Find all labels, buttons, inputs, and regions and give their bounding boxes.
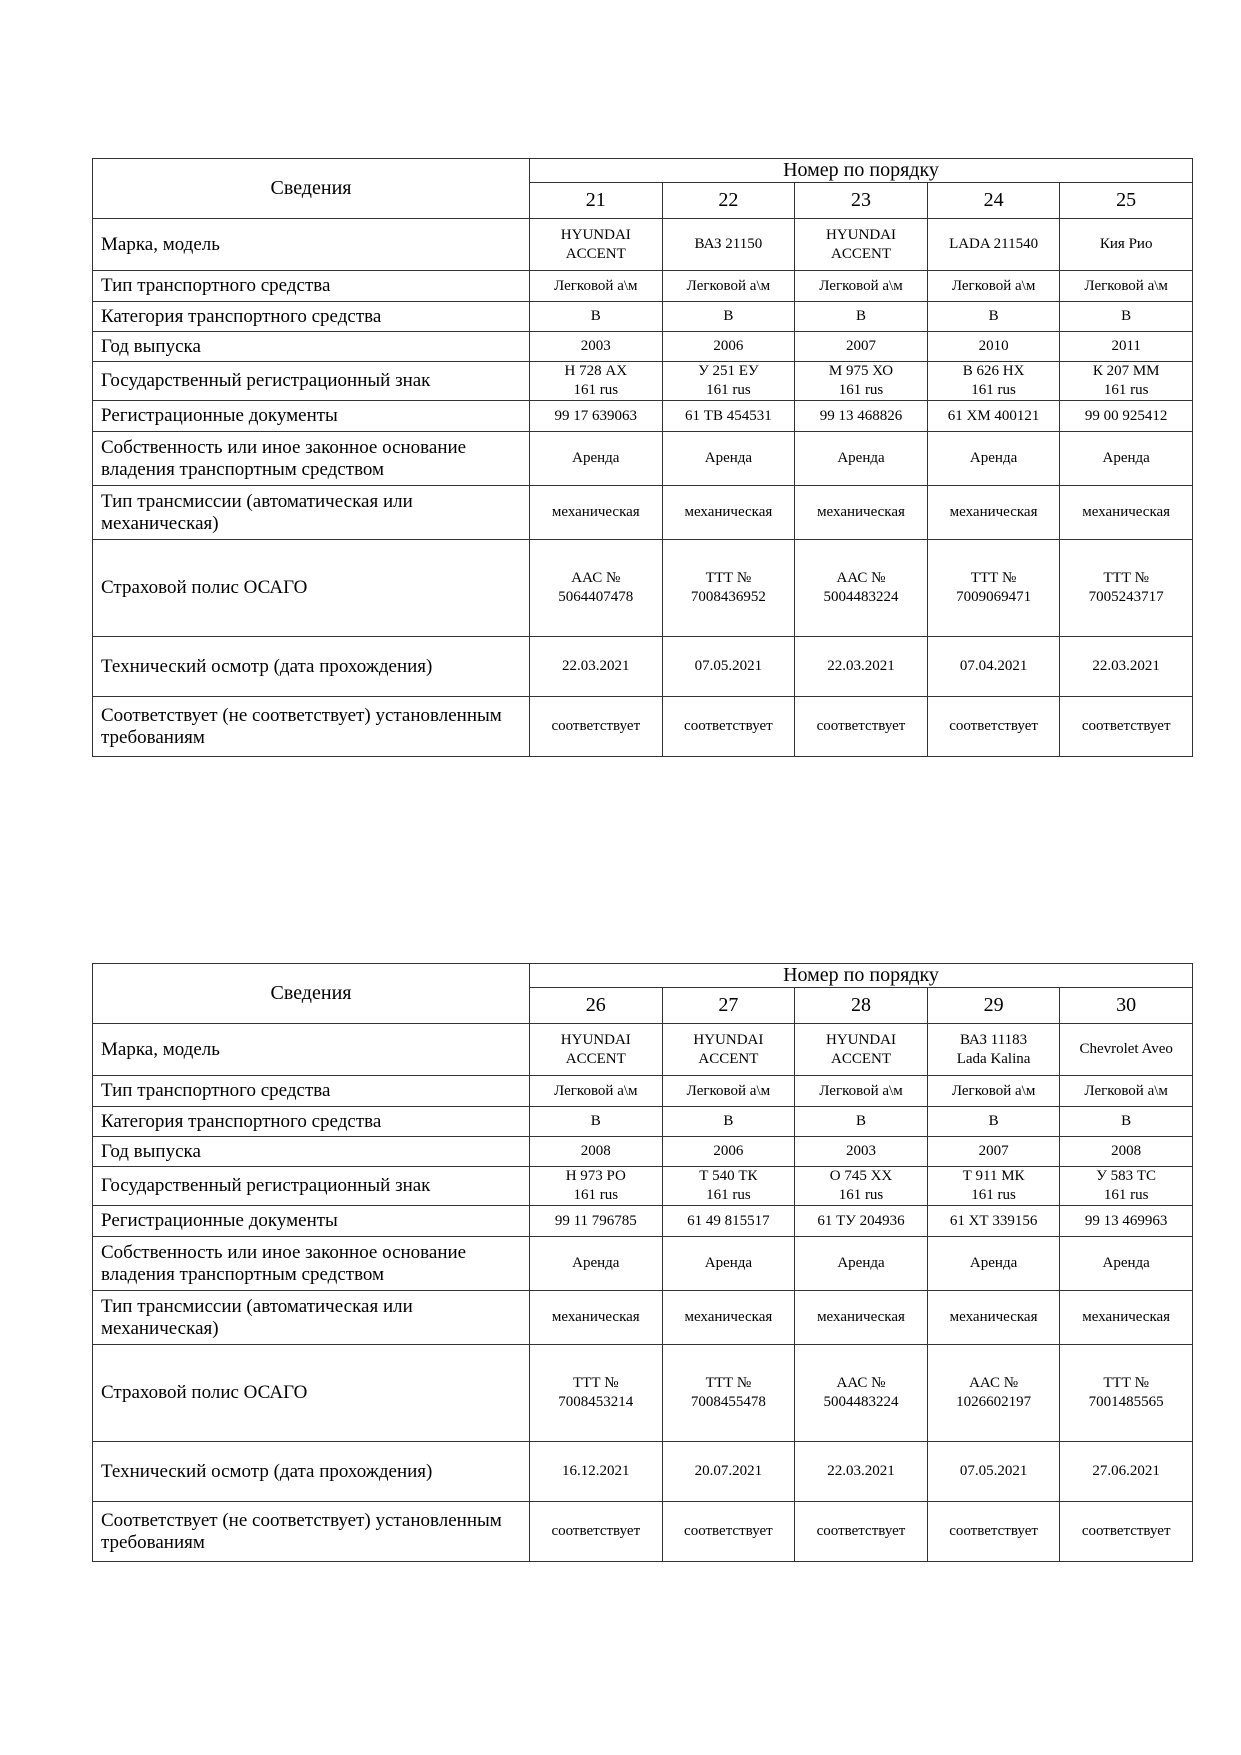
table-row	[93, 332, 1193, 362]
table-cell: HYUNDAI ACCENT	[530, 219, 663, 271]
row-label: Тип трансмиссии (автоматическая или механическая)	[93, 486, 530, 540]
vehicle-table-2	[92, 963, 1193, 1562]
table-cell: 99 17 639063	[530, 401, 663, 432]
table-cell: 2007	[927, 1137, 1060, 1167]
table-cell: В	[530, 1107, 663, 1137]
table-row	[93, 1024, 1193, 1076]
row-label: Технический осмотр (дата прохождения)	[93, 1442, 530, 1502]
table-cell: 22.03.2021	[795, 1442, 928, 1502]
table-cell: 99 11 796785	[530, 1206, 663, 1237]
table-cell: Аренда	[1060, 1237, 1193, 1291]
table-cell: соответствует	[530, 1502, 663, 1562]
row-label: Государственный регистрационный знак	[93, 362, 530, 401]
table-cell: Аренда	[530, 432, 663, 486]
row-label: Тип транспортного средства	[93, 1076, 530, 1107]
table-cell: соответствует	[795, 697, 928, 757]
table-cell: ТТТ № 7008453214	[530, 1345, 663, 1442]
table-cell: HYUNDAI ACCENT	[662, 1024, 795, 1076]
table-cell: 27.06.2021	[1060, 1442, 1193, 1502]
table-cell: Легковой а\м	[795, 271, 928, 302]
table-cell: Т 540 ТК 161 rus	[662, 1167, 795, 1206]
table-cell: Легковой а\м	[1060, 271, 1193, 302]
table-cell: ААС № 5004483224	[795, 1345, 928, 1442]
row-label: Тип трансмиссии (автоматическая или механическая)	[93, 1291, 530, 1345]
table-cell: 2007	[795, 332, 928, 362]
table-cell: 61 ТУ 204936	[795, 1206, 928, 1237]
table-cell: HYUNDAI ACCENT	[795, 219, 928, 271]
vehicle-number: 23	[795, 183, 928, 219]
table-row	[93, 1167, 1193, 1206]
table-cell: ААС № 5064407478	[530, 540, 663, 637]
table-cell: В 626 НХ 161 rus	[927, 362, 1060, 401]
row-label: Государственный регистрационный знак	[93, 1167, 530, 1206]
row-label: Категория транспортного средства	[93, 1107, 530, 1137]
row-label: Страховой полис ОСАГО	[93, 540, 530, 637]
table-cell: 22.03.2021	[1060, 637, 1193, 697]
table-cell: механическая	[530, 1291, 663, 1345]
table-row	[93, 1076, 1193, 1107]
row-label: Страховой полис ОСАГО	[93, 1345, 530, 1442]
table-cell: механическая	[795, 1291, 928, 1345]
row-label: Соответствует (не соответствует) установленным требованиям	[93, 697, 530, 757]
table-cell: В	[795, 302, 928, 332]
vehicle-number: 24	[927, 183, 1060, 219]
header-order-number-label: Номер по порядку	[530, 964, 1193, 988]
row-label: Технический осмотр (дата прохождения)	[93, 637, 530, 697]
table-cell: 61 ХТ 339156	[927, 1206, 1060, 1237]
table-cell: Аренда	[927, 432, 1060, 486]
vehicle-number: 25	[1060, 183, 1193, 219]
table-cell: Легковой а\м	[927, 271, 1060, 302]
table-cell: соответствует	[795, 1502, 928, 1562]
row-label: Марка, модель	[93, 219, 530, 271]
table-cell: 22.03.2021	[530, 637, 663, 697]
row-label: Марка, модель	[93, 1024, 530, 1076]
table-cell: 61 49 815517	[662, 1206, 795, 1237]
table-row	[93, 697, 1193, 757]
table-cell: Аренда	[927, 1237, 1060, 1291]
table-cell: соответствует	[1060, 1502, 1193, 1562]
table-cell: В	[530, 302, 663, 332]
table-row	[93, 432, 1193, 486]
table-cell: Легковой а\м	[662, 271, 795, 302]
vehicle-number: 27	[662, 988, 795, 1024]
vehicle-number: 22	[662, 183, 795, 219]
table-cell: Аренда	[662, 432, 795, 486]
table-cell: Аренда	[530, 1237, 663, 1291]
table-cell: ААС № 5004483224	[795, 540, 928, 637]
table-cell: Легковой а\м	[927, 1076, 1060, 1107]
table-cell: Легковой а\м	[795, 1076, 928, 1107]
table-row	[93, 401, 1193, 432]
table-cell: механическая	[927, 1291, 1060, 1345]
table-cell: В	[927, 302, 1060, 332]
table-cell: 2011	[1060, 332, 1193, 362]
table-cell: ВАЗ 11183 Lada Kalina	[927, 1024, 1060, 1076]
table-cell: соответствует	[1060, 697, 1193, 757]
table-cell: 22.03.2021	[795, 637, 928, 697]
table-cell: 2010	[927, 332, 1060, 362]
table-cell: Легковой а\м	[530, 1076, 663, 1107]
table-cell: Аренда	[795, 432, 928, 486]
table-row	[93, 1206, 1193, 1237]
vehicle-table-1	[92, 158, 1193, 757]
table-cell: Аренда	[1060, 432, 1193, 486]
table-cell: Аренда	[795, 1237, 928, 1291]
table-cell: ТТТ № 7008455478	[662, 1345, 795, 1442]
table-cell: В	[662, 1107, 795, 1137]
header-info-label: Сведения	[93, 964, 530, 1024]
table-cell: В	[1060, 302, 1193, 332]
row-label: Год выпуска	[93, 1137, 530, 1167]
table-row	[93, 219, 1193, 271]
table-cell: механическая	[662, 486, 795, 540]
table-cell: 20.07.2021	[662, 1442, 795, 1502]
vehicle-number: 30	[1060, 988, 1193, 1024]
table-cell: HYUNDAI ACCENT	[795, 1024, 928, 1076]
vehicle-number: 21	[530, 183, 663, 219]
row-label: Регистрационные документы	[93, 1206, 530, 1237]
table-cell: 99 13 469963	[1060, 1206, 1193, 1237]
table-cell: О 745 ХХ 161 rus	[795, 1167, 928, 1206]
table-row	[93, 362, 1193, 401]
table-cell: В	[927, 1107, 1060, 1137]
vehicle-number: 26	[530, 988, 663, 1024]
table-cell: HYUNDAI ACCENT	[530, 1024, 663, 1076]
row-label: Год выпуска	[93, 332, 530, 362]
table-cell: У 583 ТС 161 rus	[1060, 1167, 1193, 1206]
table-cell: Т 911 МК 161 rus	[927, 1167, 1060, 1206]
table-cell: К 207 ММ 161 rus	[1060, 362, 1193, 401]
table-cell: соответствует	[662, 697, 795, 757]
table-cell: ТТТ № 7005243717	[1060, 540, 1193, 637]
table-cell: ААС № 1026602197	[927, 1345, 1060, 1442]
table-row	[93, 271, 1193, 302]
table-cell: 2006	[662, 1137, 795, 1167]
table-cell: соответствует	[530, 697, 663, 757]
table-cell: В	[1060, 1107, 1193, 1137]
table-cell: 2006	[662, 332, 795, 362]
table-cell: Н 973 РО 161 rus	[530, 1167, 663, 1206]
table-cell: механическая	[1060, 1291, 1193, 1345]
table-cell: 61 ХМ 400121	[927, 401, 1060, 432]
table-cell: В	[662, 302, 795, 332]
table-cell: 99 00 925412	[1060, 401, 1193, 432]
row-label: Категория транспортного средства	[93, 302, 530, 332]
table-row	[93, 637, 1193, 697]
table-cell: механическая	[662, 1291, 795, 1345]
table-row	[93, 1137, 1193, 1167]
table-cell: Кия Рио	[1060, 219, 1193, 271]
table-cell: механическая	[927, 486, 1060, 540]
header-info-label: Сведения	[93, 159, 530, 219]
row-label: Регистрационные документы	[93, 401, 530, 432]
table-cell: 2003	[795, 1137, 928, 1167]
table-cell: 2003	[530, 332, 663, 362]
table-cell: Н 728 АХ 161 rus	[530, 362, 663, 401]
table-cell: соответствует	[662, 1502, 795, 1562]
table-row	[93, 1502, 1193, 1562]
table-cell: 16.12.2021	[530, 1442, 663, 1502]
table-cell: механическая	[795, 486, 928, 540]
table-row	[93, 1345, 1193, 1442]
vehicle-number: 29	[927, 988, 1060, 1024]
row-label: Собственность или иное законное основание владения транспортным средством	[93, 432, 530, 486]
table-row	[93, 1442, 1193, 1502]
row-label: Тип транспортного средства	[93, 271, 530, 302]
table-cell: 61 ТВ 454531	[662, 401, 795, 432]
table-cell: Аренда	[662, 1237, 795, 1291]
table-row	[93, 302, 1193, 332]
table-cell: У 251 ЕУ 161 rus	[662, 362, 795, 401]
table-cell: Легковой а\м	[1060, 1076, 1193, 1107]
table-cell: соответствует	[927, 697, 1060, 757]
table-row	[93, 486, 1193, 540]
table-cell: 07.04.2021	[927, 637, 1060, 697]
table-cell: LADA 211540	[927, 219, 1060, 271]
table-cell: соответствует	[927, 1502, 1060, 1562]
table-cell: Легковой а\м	[662, 1076, 795, 1107]
table-cell: 07.05.2021	[662, 637, 795, 697]
table-cell: ТТТ № 7009069471	[927, 540, 1060, 637]
table-cell: 07.05.2021	[927, 1442, 1060, 1502]
table-cell: Chevrolet Aveo	[1060, 1024, 1193, 1076]
table-cell: механическая	[530, 486, 663, 540]
table-cell: ТТТ № 7001485565	[1060, 1345, 1193, 1442]
table-cell: 2008	[1060, 1137, 1193, 1167]
table-row	[93, 1291, 1193, 1345]
table-cell: ВАЗ 21150	[662, 219, 795, 271]
table-cell: 99 13 468826	[795, 401, 928, 432]
table-row	[93, 1107, 1193, 1137]
row-label: Соответствует (не соответствует) установленным требованиям	[93, 1502, 530, 1562]
table-cell: М 975 ХО 161 rus	[795, 362, 928, 401]
table-cell: ТТТ № 7008436952	[662, 540, 795, 637]
table-row	[93, 540, 1193, 637]
table-cell: В	[795, 1107, 928, 1137]
table-row	[93, 1237, 1193, 1291]
table-cell: механическая	[1060, 486, 1193, 540]
header-order-number-label: Номер по порядку	[530, 159, 1193, 183]
vehicle-number: 28	[795, 988, 928, 1024]
row-label: Собственность или иное законное основание владения транспортным средством	[93, 1237, 530, 1291]
table-cell: 2008	[530, 1137, 663, 1167]
table-cell: Легковой а\м	[530, 271, 663, 302]
